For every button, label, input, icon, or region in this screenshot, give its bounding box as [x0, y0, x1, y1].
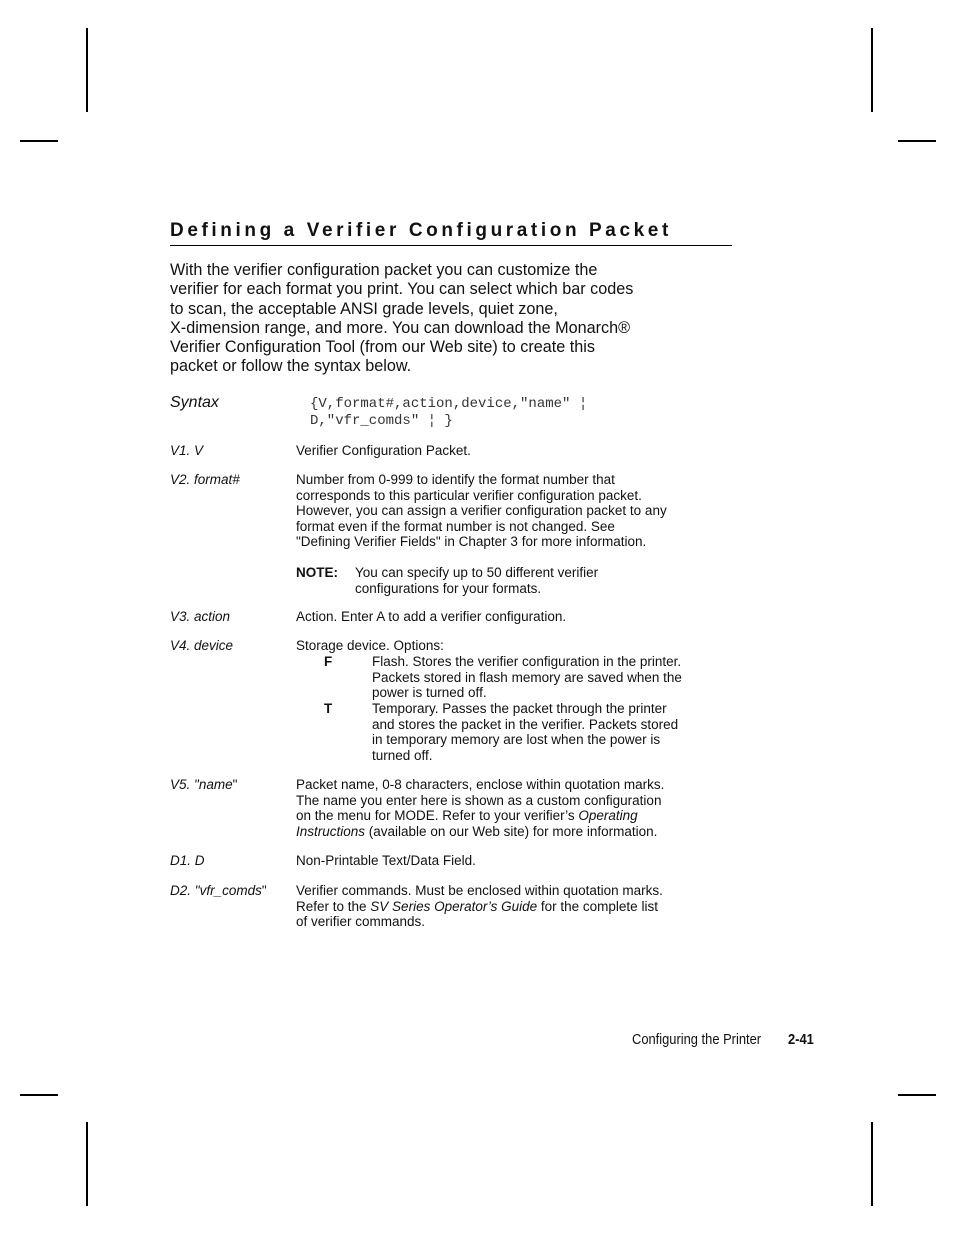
doc-title-run: Instructions: [296, 823, 366, 839]
intro-line: packet or follow the syntax below.: [170, 357, 412, 376]
crop-mark-bottom-right-horizontal: [898, 1094, 936, 1096]
param-desc-line: Number from 0-999 to identify the format number that: [296, 472, 615, 487]
param-desc-v5: [296, 777, 746, 839]
note-label: NOTE:: [296, 565, 338, 580]
param-desc-v3: [296, 609, 746, 625]
param-desc-line: format even if the format number is not changed. See: [296, 518, 615, 534]
param-desc-v2: [296, 472, 746, 550]
param-desc-line: [296, 824, 746, 840]
intro-line: to scan, the acceptable ANSI grade levels, quiet zone,: [170, 299, 558, 318]
param-desc-v4: [296, 638, 746, 654]
param-label-v4: V4. device: [170, 638, 234, 653]
text-run: Refer to the: [296, 898, 371, 914]
param-label-name: name: [198, 777, 233, 792]
param-desc-d2: [296, 883, 746, 930]
crop-mark-bottom-left-vertical: [86, 1122, 88, 1206]
footer-section-title: Configuring the Printer: [632, 1031, 762, 1048]
param-label-prefix: V5. ": [170, 777, 199, 792]
option-line: turned off.: [372, 747, 433, 763]
crop-mark-top-right-horizontal: [898, 140, 936, 142]
note-line: configurations for your formats.: [355, 580, 542, 596]
option-key-f: F: [324, 654, 333, 669]
syntax-line: {V,format#,action,device,"name" ¦: [310, 396, 588, 412]
crop-mark-bottom-right-vertical: [871, 1122, 873, 1206]
param-label-v2: V2. format#: [170, 472, 240, 487]
section-heading: Defining a Verifier Configuration Packet: [170, 220, 732, 246]
note-text: [355, 565, 598, 596]
param-label-suffix: ": [232, 777, 238, 792]
param-label-v5: [170, 777, 237, 792]
option-line: power is turned off.: [372, 685, 487, 701]
doc-title-run: Operating: [578, 808, 638, 824]
intro-line: With the verifier configuration packet you can customize the: [170, 261, 598, 279]
param-desc-line: Non-Printable Text/Data Field.: [296, 853, 476, 868]
param-desc-line: Action. Enter A to add a verifier configuration.: [296, 609, 567, 624]
syntax-line: D,"vfr_comds" ¦ }: [310, 413, 453, 429]
option-line: Temporary. Passes the packet through the printer: [372, 701, 667, 716]
option-line: Packets stored in flash memory are saved when the: [372, 669, 682, 685]
param-desc-d1: [296, 853, 746, 869]
intro-line: Verifier Configuration Tool (from our Web site) to create this: [170, 338, 595, 357]
crop-mark-top-left-horizontal: [20, 140, 58, 142]
param-desc-line: "Defining Verifier Fields" in Chapter 3 for more information.: [296, 534, 647, 550]
option-line: and stores the packet in the verifier. Packets stored: [372, 716, 679, 732]
param-desc-line: Packet name, 0-8 characters, enclose within quotation marks.: [296, 777, 665, 792]
text-run: on the menu for MODE. Refer to your verifier’s: [296, 808, 579, 824]
param-desc-line: Verifier commands. Must be enclosed within quotation marks.: [296, 883, 663, 898]
param-desc-line: [296, 808, 746, 824]
intro-paragraph: [170, 261, 750, 377]
text-run: (available on our Web site) for more information.: [365, 823, 658, 839]
doc-title-run: SV Series Operator’s Guide: [370, 898, 538, 914]
param-desc-line: corresponds to this particular verifier configuration packet.: [296, 487, 642, 503]
param-label-v1: V1. V: [170, 443, 204, 458]
param-desc-line: The name you enter here is shown as a custom configuration: [296, 792, 662, 808]
param-desc-line: However, you can assign a verifier configuration packet to any: [296, 503, 667, 519]
param-desc-v1: [296, 443, 746, 459]
param-desc-line: Verifier Configuration Packet.: [296, 443, 471, 458]
param-desc-line: Storage device. Options:: [296, 638, 444, 653]
option-key-t: T: [324, 701, 333, 716]
syntax-label: Syntax: [170, 394, 219, 411]
param-label-name: vfr_comds: [199, 883, 262, 898]
crop-mark-bottom-left-horizontal: [20, 1094, 58, 1096]
crop-mark-top-left-vertical: [86, 28, 88, 112]
param-label-d2: [170, 883, 267, 898]
syntax-code: [310, 396, 587, 430]
option-line: in temporary memory are lost when the power is: [372, 732, 661, 748]
param-desc-line: [296, 899, 746, 915]
option-desc-t: [372, 701, 678, 763]
intro-line: verifier for each format you print. You can select which bar codes: [170, 280, 634, 299]
option-line: Flash. Stores the verifier configuration in the printer.: [372, 654, 682, 669]
param-label-prefix: D2. ": [170, 883, 200, 898]
option-desc-f: [372, 654, 682, 701]
text-run: for the complete list: [537, 898, 658, 914]
footer-page-number: 2-41: [788, 1031, 814, 1048]
param-label-suffix: ": [261, 883, 267, 898]
param-label-d1: D1. D: [170, 853, 205, 868]
note-line: You can specify up to 50 different verifier: [355, 565, 599, 580]
param-desc-line: of verifier commands.: [296, 914, 426, 930]
intro-line: X-dimension range, and more. You can download the Monarch®: [170, 318, 631, 337]
param-label-v3: V3. action: [170, 609, 231, 624]
crop-mark-top-right-vertical: [871, 28, 873, 112]
